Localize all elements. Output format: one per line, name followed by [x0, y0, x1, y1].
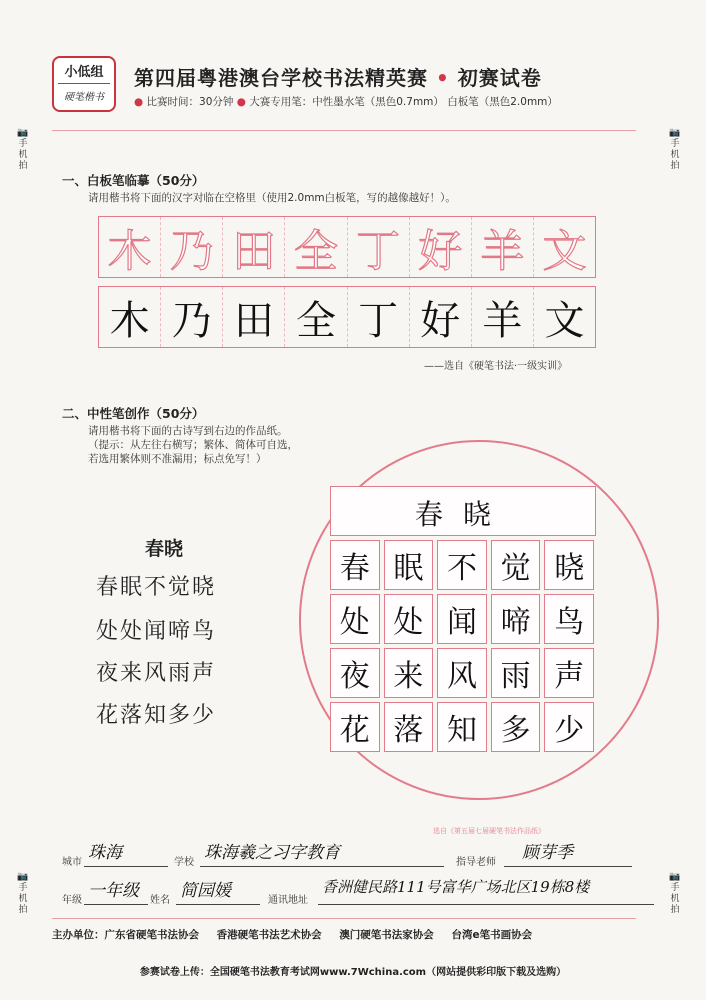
camera-icon: 📷 — [669, 128, 681, 138]
school-underline — [200, 866, 444, 867]
work-cell[interactable]: 处 — [330, 594, 380, 644]
name-underline — [176, 904, 260, 905]
teacher-underline — [504, 866, 632, 867]
exam-time: 比赛时间：30分钟 — [146, 96, 234, 108]
work-cell[interactable]: 来 — [384, 648, 434, 698]
bullet-icon: ● — [134, 96, 144, 108]
section2-heading: 二、中性笔创作（50分） — [62, 406, 205, 421]
name-field[interactable]: 简园媛 — [180, 881, 231, 901]
work-cell[interactable]: 不 — [437, 540, 487, 590]
poem-line: 夜来风雨声 — [96, 661, 217, 686]
work-cell[interactable]: 处 — [384, 594, 434, 644]
organizer: 台湾e笔书画协会 — [451, 929, 533, 941]
work-cell[interactable]: 多 — [491, 702, 541, 752]
address-underline — [318, 904, 654, 905]
model-char: 乃 — [161, 217, 223, 277]
practice-cell[interactable]: 文 — [544, 297, 585, 344]
badge-group-label: 小低组 — [64, 65, 104, 80]
work-cell[interactable]: 声 — [544, 648, 594, 698]
city-label: 城市 — [62, 857, 82, 868]
poem-line: 春眠不觉晓 — [96, 575, 217, 600]
title-main: 第四届粤港澳台学校书法精英赛 — [134, 66, 428, 90]
footer-divider — [52, 918, 636, 919]
section2-instruction-line: 请用楷书将下面的古诗写到右边的作品纸。 — [88, 425, 288, 437]
work-cell[interactable]: 知 — [437, 702, 487, 752]
work-cell[interactable]: 春 — [330, 540, 380, 590]
work-cell[interactable]: 觉 — [491, 540, 541, 590]
title-suffix: 初赛试卷 — [457, 66, 542, 90]
practice-cell[interactable]: 全 — [285, 287, 347, 347]
model-char: 丁 — [348, 217, 410, 277]
work-cell[interactable]: 鸟 — [544, 594, 594, 644]
camera-icon: 📷 — [669, 872, 681, 882]
bullet-icon: ● — [236, 96, 246, 108]
section2-instruction-line: （提示：从左往右横写；繁体、简体可自选， — [88, 439, 298, 451]
side-note-left-top: 📷 手机拍 — [17, 128, 29, 171]
header-divider — [52, 130, 636, 131]
address-label: 通讯地址 — [268, 895, 308, 906]
camera-icon: 📷 — [17, 872, 29, 882]
practice-cell[interactable]: 乃 — [161, 287, 223, 347]
name-label: 姓名 — [150, 895, 170, 906]
school-field[interactable]: 珠海羲之习字教育 — [204, 843, 340, 863]
grade-field[interactable]: 一年级 — [88, 881, 139, 901]
work-cell[interactable]: 眠 — [384, 540, 434, 590]
section1-heading: 一、白板笔临摹（50分） — [62, 173, 205, 188]
work-title: 春晓 — [414, 498, 511, 531]
teacher-field[interactable]: 顾芽季 — [522, 843, 573, 863]
practice-cell[interactable]: 田 — [223, 287, 285, 347]
poem-title: 春晓 — [145, 538, 184, 560]
exam-info — [134, 94, 558, 109]
model-char: 田 — [223, 217, 285, 277]
model-char: 木 — [99, 217, 161, 277]
title-dot: • — [428, 66, 458, 90]
teacher-label: 指导老师 — [456, 857, 496, 868]
practice-cell[interactable]: 木 — [99, 287, 161, 347]
work-cell[interactable]: 闻 — [437, 594, 487, 644]
model-char: 好 — [410, 217, 472, 277]
work-paper-source: 选自《第五届七届硬笔书法作品纸》 — [433, 827, 545, 835]
model-char: 文 — [542, 226, 587, 277]
practice-cell[interactable]: 羊 — [472, 287, 534, 347]
work-char-grid[interactable] — [330, 540, 594, 752]
work-cell[interactable]: 雨 — [491, 648, 541, 698]
work-cell[interactable]: 花 — [330, 702, 380, 752]
work-cell[interactable]: 落 — [384, 702, 434, 752]
work-cell[interactable]: 少 — [544, 702, 594, 752]
poem-line: 花落知多少 — [96, 703, 217, 728]
city-field[interactable]: 珠海 — [88, 843, 122, 863]
poem-line: 处处闻啼鸟 — [96, 619, 217, 644]
work-cell[interactable]: 风 — [437, 648, 487, 698]
work-cell[interactable]: 夜 — [330, 648, 380, 698]
practice-char-grid[interactable] — [98, 286, 596, 348]
side-note-left-bottom: 📷 手机拍 — [17, 872, 29, 915]
section1-source: ——选自《硬笔书法·一级实训》 — [424, 361, 568, 372]
model-char-grid — [98, 216, 596, 278]
organizers — [52, 927, 662, 942]
page-title — [134, 62, 542, 91]
group-badge — [52, 56, 116, 112]
work-title-box[interactable] — [330, 486, 596, 536]
city-underline — [84, 866, 168, 867]
practice-cell[interactable]: 丁 — [348, 287, 410, 347]
upload-notice: 参赛试卷上传：全国硬笔书法教育考试网www.7Wchina.com（网站提供彩印版下载及选购） — [139, 967, 567, 978]
organizer: 主办单位：广东省硬笔书法协会 — [52, 929, 199, 941]
school-label: 学校 — [174, 857, 194, 868]
side-note-right-bottom: 📷 手机拍 — [669, 872, 681, 915]
badge-style-label: 硬笔楷书 — [64, 92, 104, 103]
section2-instruction-line: 若选用繁体则不准漏用；标点免写！） — [88, 453, 267, 465]
practice-cell[interactable]: 好 — [410, 287, 472, 347]
address-field[interactable]: 香洲健民路111号富华广场北区19栋8楼 — [322, 878, 590, 896]
grade-underline — [84, 904, 148, 905]
grade-label: 年级 — [62, 895, 82, 906]
badge-divider — [58, 83, 110, 84]
work-cell[interactable]: 啼 — [491, 594, 541, 644]
work-cell[interactable]: 晓 — [544, 540, 594, 590]
organizer: 香港硬笔书法艺术协会 — [216, 929, 322, 941]
organizer: 澳门硬笔书法家协会 — [339, 929, 434, 941]
camera-icon: 📷 — [17, 128, 29, 138]
exam-pen: 大赛专用笔：中性墨水笔（黑色0.7mm） 白板笔（黑色2.0mm） — [249, 96, 558, 108]
section1-instruction: 请用楷书将下面的汉字对临在空格里（使用2.0mm白板笔，写的越像越好！）。 — [88, 192, 456, 204]
side-note-right-top: 📷 手机拍 — [669, 128, 681, 171]
model-char: 羊 — [472, 217, 534, 277]
model-char: 全 — [285, 217, 347, 277]
